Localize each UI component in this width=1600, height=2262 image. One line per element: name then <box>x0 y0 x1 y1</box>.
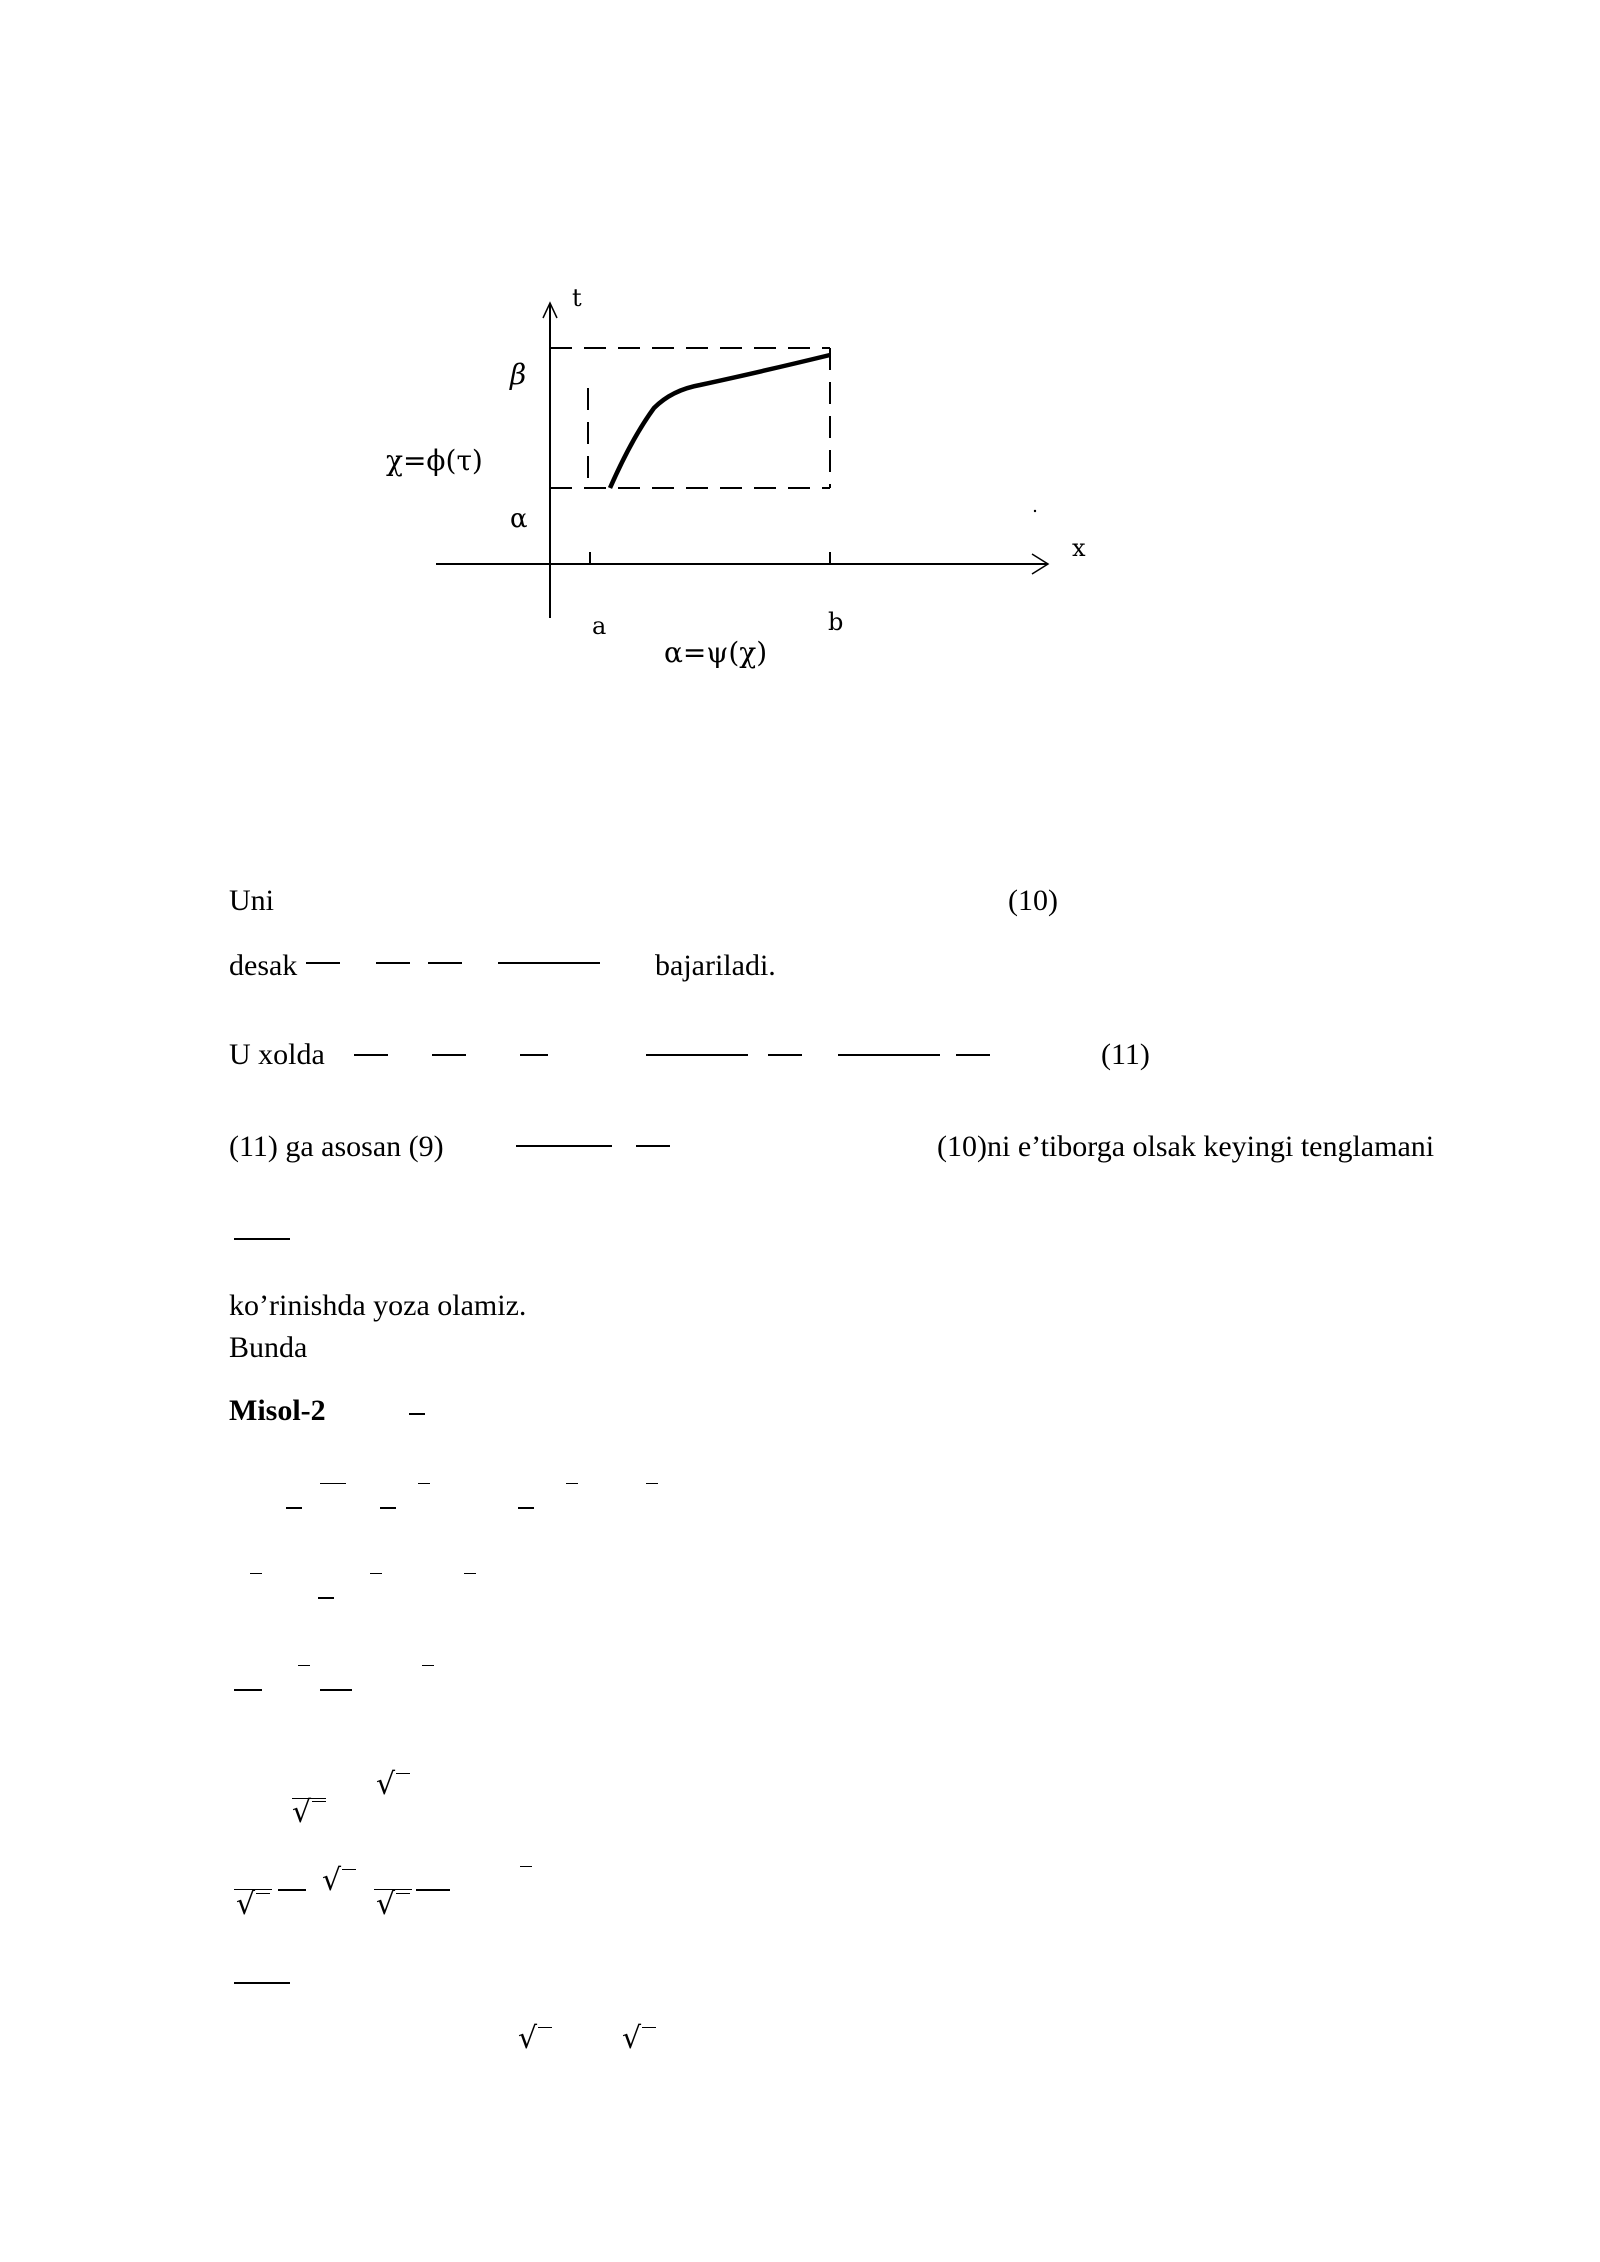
example-heading: Misol-2 <box>229 1394 326 1427</box>
tick-b-label: b <box>828 608 844 636</box>
fraction-bar <box>320 1689 352 1691</box>
fraction-bar <box>376 962 410 964</box>
fraction-bar <box>518 1507 534 1509</box>
fraction-bar <box>380 1507 396 1509</box>
square-root-sign: √ <box>292 1795 312 1830</box>
fraction-bar <box>234 1982 290 1984</box>
phrase-u-xolda: U xolda <box>229 1038 325 1071</box>
fraction-bar <box>566 1483 578 1484</box>
square-root-sign: √ <box>518 2021 538 2056</box>
fraction-bar <box>768 1054 802 1056</box>
fraction-bar <box>354 1054 388 1056</box>
fraction-bar <box>838 1054 940 1056</box>
word-desak: desak <box>229 949 298 982</box>
fraction-bar <box>318 1597 334 1599</box>
fraction-bar <box>306 962 340 964</box>
word-bunda: Bunda <box>229 1331 308 1364</box>
fraction-bar <box>520 1054 548 1056</box>
phrase-korinishda: ko’rinishda yoza olamiz. <box>229 1289 527 1322</box>
x-axis-label: x <box>1072 534 1086 562</box>
square-root-sign: √ <box>622 2021 642 2056</box>
phrase-tiborga-olsak: (10)ni e’tiborga olsak keyingi tenglamani <box>937 1130 1435 1163</box>
fraction-bar <box>234 1238 290 1240</box>
square-root-sign: √ <box>236 1887 256 1922</box>
curve <box>610 355 830 488</box>
beta-label: β <box>510 358 527 391</box>
equation-number-11: (11) <box>1101 1038 1150 1071</box>
fraction-bar <box>418 1483 430 1484</box>
fraction-bar <box>298 1665 310 1666</box>
square-root-sign: √ <box>376 1887 396 1922</box>
tick-a-label: a <box>592 612 607 640</box>
square-root-sign: √ <box>376 1767 396 1802</box>
phrase-ga-asosan: (11) ga asosan (9) <box>229 1130 444 1163</box>
square-root-sign: √ <box>322 1863 342 1898</box>
fraction-bar <box>432 1054 466 1056</box>
fraction-bar <box>370 1573 382 1574</box>
t-axis-label: t <box>572 284 582 312</box>
fraction-bar <box>464 1573 476 1574</box>
stray-dot <box>1034 510 1036 512</box>
fraction-bar <box>250 1573 262 1574</box>
psi-function-label: α=ψ(χ) <box>664 636 768 669</box>
fraction-bar <box>636 1145 670 1147</box>
alpha-label: α <box>510 504 528 534</box>
word-uni: Uni <box>229 884 274 917</box>
phi-function-label: χ=ϕ(τ) <box>386 444 483 477</box>
fraction-bar <box>956 1054 990 1056</box>
fraction-bar <box>516 1145 612 1147</box>
fraction-bar <box>422 1665 434 1666</box>
fraction-bar <box>320 1483 346 1484</box>
fraction-bar <box>646 1483 658 1484</box>
fraction-bar <box>428 962 462 964</box>
fraction-bar <box>416 1889 450 1891</box>
fraction-bar <box>498 962 600 964</box>
fraction-bar <box>520 1866 532 1867</box>
fraction-bar <box>234 1689 262 1691</box>
fraction-bar <box>278 1889 306 1891</box>
coordinate-figure <box>0 0 1600 720</box>
fraction-bar <box>286 1507 302 1509</box>
fraction-bar <box>646 1054 748 1056</box>
equation-number-10: (10) <box>1008 884 1058 917</box>
word-bajariladi: bajariladi. <box>655 949 776 982</box>
fraction-bar <box>409 1413 425 1415</box>
